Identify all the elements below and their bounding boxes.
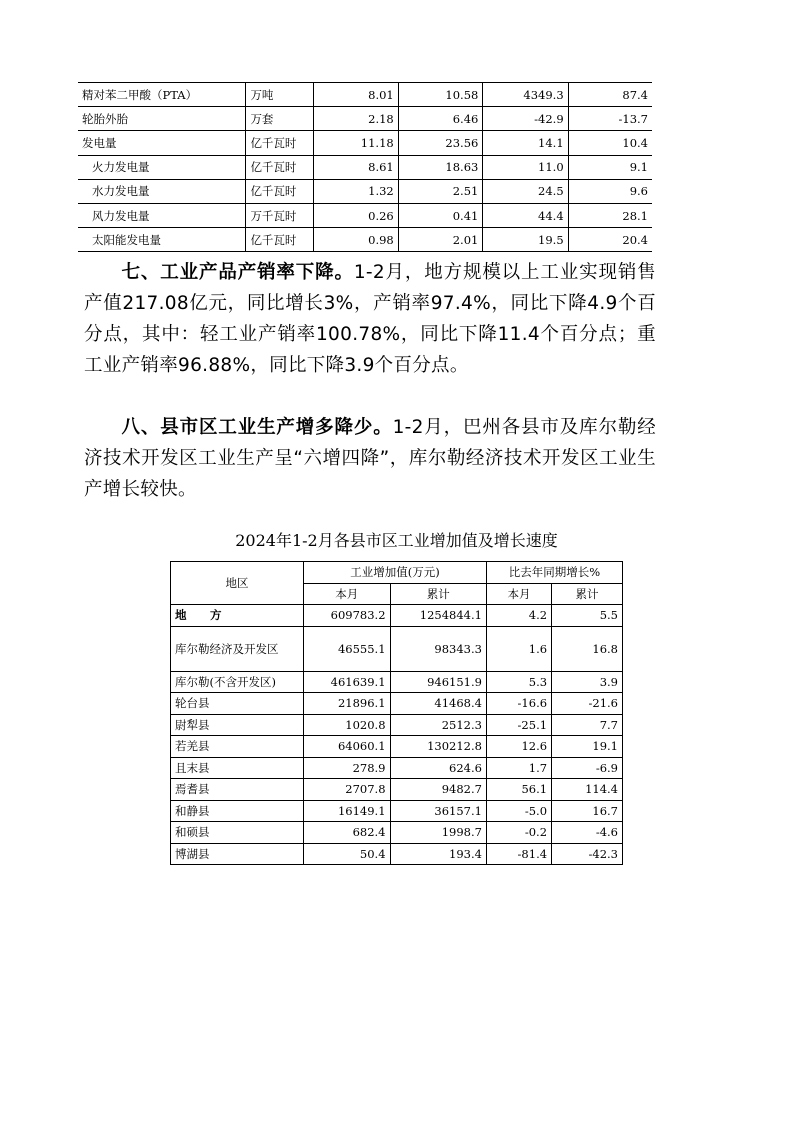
- product-value-3: 19.5: [483, 228, 568, 252]
- region-row: [171, 800, 623, 822]
- region-growth-month: 4.2: [486, 605, 551, 627]
- product-unit: 万千瓦时: [246, 203, 314, 227]
- region-growth-month: 56.1: [486, 779, 551, 801]
- region-name: 尉犁县: [171, 714, 304, 736]
- region-row: [171, 757, 623, 779]
- region-row: [171, 693, 623, 715]
- region-growth-cumulative: 114.4: [552, 779, 623, 801]
- header-growth: 比去年同期增长%: [486, 562, 622, 584]
- product-row: [78, 203, 652, 227]
- region-row: [171, 779, 623, 801]
- product-row: [78, 107, 652, 131]
- region-growth-cumulative: -42.3: [552, 843, 623, 865]
- region-growth-month: -0.2: [486, 822, 551, 844]
- product-name: 轮胎外胎: [78, 107, 246, 131]
- product-value-1: 0.98: [314, 228, 399, 252]
- region-growth-month: 1.6: [486, 626, 551, 671]
- product-output-table: [78, 82, 652, 252]
- product-value-1: 0.26: [314, 203, 399, 227]
- product-value-3: 44.4: [483, 203, 568, 227]
- region-value-cumulative: 1254844.1: [390, 605, 486, 627]
- product-name: 太阳能发电量: [78, 228, 246, 252]
- region-row: [171, 605, 623, 627]
- region-name: 博湖县: [171, 843, 304, 865]
- product-value-4: 9.1: [568, 155, 652, 179]
- region-growth-month: -5.0: [486, 800, 551, 822]
- product-value-4: 20.4: [568, 228, 652, 252]
- product-value-1: 1.32: [314, 179, 399, 203]
- region-name: 地 方: [171, 605, 304, 627]
- product-row: [78, 131, 652, 155]
- product-value-2: 23.56: [398, 131, 483, 155]
- region-value-cumulative: 130212.8: [390, 736, 486, 758]
- region-name: 库尔勒经济及开发区: [171, 626, 304, 671]
- product-value-4: 28.1: [568, 203, 652, 227]
- region-value-month: 21896.1: [304, 693, 391, 715]
- region-value-cumulative: 98343.3: [390, 626, 486, 671]
- region-row: [171, 714, 623, 736]
- product-name: 火力发电量: [78, 155, 246, 179]
- product-value-1: 8.01: [314, 83, 399, 107]
- product-name: 精对苯二甲酸（PTA）: [78, 83, 246, 107]
- region-value-month: 64060.1: [304, 736, 391, 758]
- section-8-body: 1-2月，巴州各县市及库尔勒经济技术开发区工业生产呈“六增四降”，库尔勒经济技术开发区工业生产增长较快。: [84, 417, 656, 500]
- region-growth-cumulative: 5.5: [552, 605, 623, 627]
- product-value-1: 8.61: [314, 155, 399, 179]
- region-value-month: 2707.8: [304, 779, 391, 801]
- region-growth-cumulative: -21.6: [552, 693, 623, 715]
- section-7-heading: 七、工业产品产销率下降。: [121, 262, 354, 283]
- product-value-4: 87.4: [568, 83, 652, 107]
- region-name: 若羌县: [171, 736, 304, 758]
- product-value-2: 6.46: [398, 107, 483, 131]
- section-8-paragraph: [84, 412, 656, 505]
- product-value-2: 2.01: [398, 228, 483, 252]
- region-value-month: 46555.1: [304, 626, 391, 671]
- region-growth-cumulative: 19.1: [552, 736, 623, 758]
- product-value-4: 10.4: [568, 131, 652, 155]
- region-value-cumulative: 9482.7: [390, 779, 486, 801]
- region-name: 焉耆县: [171, 779, 304, 801]
- region-growth-month: -81.4: [486, 843, 551, 865]
- region-growth-cumulative: -4.6: [552, 822, 623, 844]
- product-unit: 万套: [246, 107, 314, 131]
- region-name: 库尔勒(不含开发区): [171, 671, 304, 693]
- region-value-month: 461639.1: [304, 671, 391, 693]
- product-unit: 亿千瓦时: [246, 131, 314, 155]
- region-growth-month: -25.1: [486, 714, 551, 736]
- region-growth-month: -16.6: [486, 693, 551, 715]
- region-value-cumulative: 1998.7: [390, 822, 486, 844]
- region-value-month: 278.9: [304, 757, 391, 779]
- region-growth-month: 12.6: [486, 736, 551, 758]
- region-value-month: 50.4: [304, 843, 391, 865]
- product-name: 发电量: [78, 131, 246, 155]
- region-industry-table: [170, 561, 623, 865]
- product-unit: 亿千瓦时: [246, 228, 314, 252]
- product-name: 风力发电量: [78, 203, 246, 227]
- product-row: [78, 179, 652, 203]
- region-value-month: 609783.2: [304, 605, 391, 627]
- header-growth-month: 本月: [486, 583, 551, 605]
- product-value-2: 10.58: [398, 83, 483, 107]
- product-name: 水力发电量: [78, 179, 246, 203]
- region-row: [171, 626, 623, 671]
- product-value-3: 11.0: [483, 155, 568, 179]
- product-value-4: 9.6: [568, 179, 652, 203]
- region-value-cumulative: 193.4: [390, 843, 486, 865]
- product-value-3: 14.1: [483, 131, 568, 155]
- product-row: [78, 83, 652, 107]
- header-region: 地区: [171, 562, 304, 605]
- region-value-cumulative: 946151.9: [390, 671, 486, 693]
- region-value-month: 682.4: [304, 822, 391, 844]
- region-name: 和硕县: [171, 822, 304, 844]
- region-name: 和静县: [171, 800, 304, 822]
- region-value-cumulative: 2512.3: [390, 714, 486, 736]
- region-name: 且末县: [171, 757, 304, 779]
- product-value-2: 2.51: [398, 179, 483, 203]
- header-value-month: 本月: [304, 583, 391, 605]
- region-value-cumulative: 41468.4: [390, 693, 486, 715]
- region-row: [171, 736, 623, 758]
- product-unit: 亿千瓦时: [246, 155, 314, 179]
- region-growth-cumulative: -6.9: [552, 757, 623, 779]
- product-unit: 亿千瓦时: [246, 179, 314, 203]
- header-growth-cumulative: 累计: [552, 583, 623, 605]
- region-growth-month: 1.7: [486, 757, 551, 779]
- region-growth-month: 5.3: [486, 671, 551, 693]
- region-name: 轮台县: [171, 693, 304, 715]
- region-growth-cumulative: 3.9: [552, 671, 623, 693]
- product-value-2: 0.41: [398, 203, 483, 227]
- product-row: [78, 228, 652, 252]
- header-value-cumulative: 累计: [390, 583, 486, 605]
- product-value-1: 11.18: [314, 131, 399, 155]
- region-row: [171, 822, 623, 844]
- product-value-1: 2.18: [314, 107, 399, 131]
- product-value-2: 18.63: [398, 155, 483, 179]
- product-value-3: 4349.3: [483, 83, 568, 107]
- section-7-paragraph: [84, 257, 656, 381]
- product-value-3: -42.9: [483, 107, 568, 131]
- region-value-month: 1020.8: [304, 714, 391, 736]
- region-value-cumulative: 36157.1: [390, 800, 486, 822]
- region-growth-cumulative: 16.8: [552, 626, 623, 671]
- region-row: [171, 843, 623, 865]
- region-value-month: 16149.1: [304, 800, 391, 822]
- region-value-cumulative: 624.6: [390, 757, 486, 779]
- region-row: [171, 671, 623, 693]
- region-growth-cumulative: 16.7: [552, 800, 623, 822]
- section-8-heading: 八、县市区工业生产增多降少。: [121, 417, 393, 438]
- header-value: 工业增加值(万元): [304, 562, 487, 584]
- region-growth-cumulative: 7.7: [552, 714, 623, 736]
- product-value-3: 24.5: [483, 179, 568, 203]
- product-unit: 万吨: [246, 83, 314, 107]
- product-value-4: -13.7: [568, 107, 652, 131]
- region-table-caption: 2024年1-2月各县市区工业增加值及增长速度: [235, 531, 558, 550]
- section-7-body: 1-2月，地方规模以上工业实现销售产值217.08亿元，同比增长3%，产销率97.4%，同比下降4.9个百分点，其中：轻工业产销率100.78%，同比下降11.4个百分点；重工业产销率96.88%，同比下降3.9个百分点。: [84, 262, 656, 376]
- product-row: [78, 155, 652, 179]
